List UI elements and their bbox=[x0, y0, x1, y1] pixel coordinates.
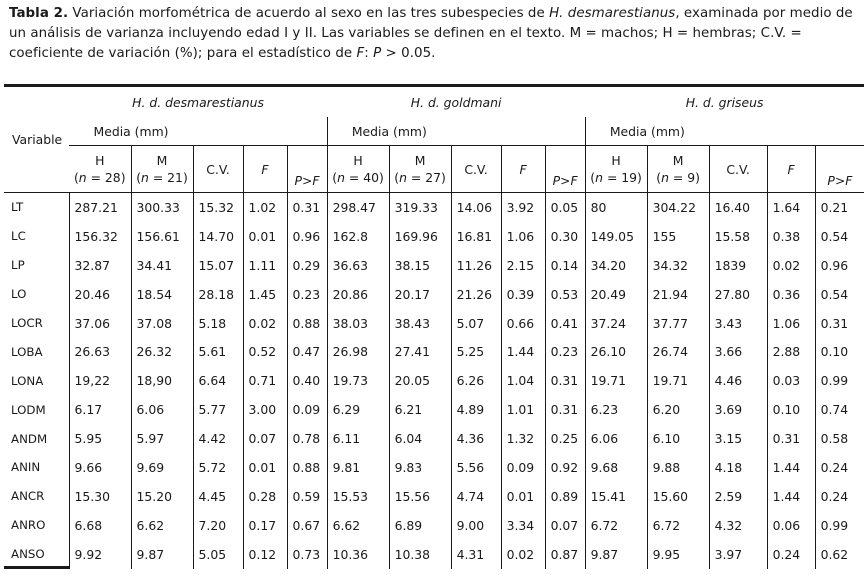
variable-cell: LODM bbox=[11, 402, 46, 417]
value-cell: 5.61 bbox=[193, 337, 243, 366]
value-cell: 0.09 bbox=[287, 395, 327, 424]
value-cell: 0.88 bbox=[287, 309, 327, 338]
value-cell: 304.22 bbox=[647, 193, 709, 222]
value-cell: 1839 bbox=[709, 251, 767, 280]
value-cell: 26.98 bbox=[327, 337, 389, 366]
value-cell: 21.94 bbox=[647, 280, 709, 309]
table-body bbox=[4, 193, 864, 569]
f-column-header: F bbox=[501, 146, 545, 193]
value-cell: 14.70 bbox=[193, 222, 243, 251]
value-cell: 0.47 bbox=[287, 337, 327, 366]
value-cell: 0.99 bbox=[815, 366, 864, 395]
value-cell: 1.04 bbox=[501, 366, 545, 395]
value-cell: 1.32 bbox=[501, 424, 545, 453]
value-cell: 0.14 bbox=[545, 251, 585, 280]
value-cell: 0.62 bbox=[815, 540, 864, 569]
table-row bbox=[4, 193, 864, 222]
value-cell: 0.24 bbox=[815, 482, 864, 511]
value-cell: 9.87 bbox=[585, 540, 647, 569]
value-cell: 2.15 bbox=[501, 251, 545, 280]
value-cell: 4.36 bbox=[451, 424, 501, 453]
table-row bbox=[4, 482, 864, 511]
value-cell: 2.88 bbox=[767, 337, 815, 366]
variable-cell: LT bbox=[11, 200, 24, 215]
value-cell: 0.99 bbox=[815, 511, 864, 540]
value-cell: 1.01 bbox=[501, 395, 545, 424]
pf-column-header: P>F bbox=[287, 146, 327, 193]
value-cell: 15.53 bbox=[327, 482, 389, 511]
value-cell: 156.32 bbox=[69, 222, 131, 251]
value-cell: 1.44 bbox=[501, 337, 545, 366]
value-cell: 9.92 bbox=[69, 540, 131, 569]
value-cell: 15.20 bbox=[131, 482, 193, 511]
value-cell: 0.31 bbox=[545, 366, 585, 395]
subspecies-name: H. d. griseus bbox=[685, 94, 764, 110]
value-cell: 34.20 bbox=[585, 251, 647, 280]
value-cell: 1.06 bbox=[767, 309, 815, 338]
value-cell: 34.32 bbox=[647, 251, 709, 280]
value-cell: 298.47 bbox=[327, 193, 389, 222]
value-cell: 3.15 bbox=[709, 424, 767, 453]
variable-cell: ANSO bbox=[11, 547, 45, 562]
value-cell: 5.77 bbox=[193, 395, 243, 424]
caption-text-1: Variación morfométrica de acuerdo al sexo en las tres subespecies de bbox=[68, 6, 550, 21]
table-row bbox=[4, 395, 864, 424]
caption-f: F bbox=[356, 46, 365, 61]
value-cell: 0.06 bbox=[767, 511, 815, 540]
value-cell: 0.10 bbox=[767, 395, 815, 424]
value-cell: 1.44 bbox=[767, 453, 815, 482]
value-cell: 0.25 bbox=[545, 424, 585, 453]
value-cell: 6.06 bbox=[131, 395, 193, 424]
value-cell: 20.49 bbox=[585, 280, 647, 309]
value-cell: 15.30 bbox=[69, 482, 131, 511]
table-row bbox=[4, 453, 864, 482]
value-cell: 0.01 bbox=[243, 453, 287, 482]
value-cell: 0.07 bbox=[243, 424, 287, 453]
value-cell: 5.07 bbox=[451, 309, 501, 338]
value-cell: 0.40 bbox=[287, 366, 327, 395]
value-cell: 5.18 bbox=[193, 309, 243, 338]
value-cell: 0.23 bbox=[287, 280, 327, 309]
value-cell: 1.44 bbox=[767, 482, 815, 511]
value-cell: 6.89 bbox=[389, 511, 451, 540]
value-cell: 0.88 bbox=[287, 453, 327, 482]
caption-species: H. desmarestianus bbox=[549, 6, 676, 21]
value-cell: 9.87 bbox=[131, 540, 193, 569]
variable-cell: ANIN bbox=[11, 460, 41, 475]
value-cell: 0.74 bbox=[815, 395, 864, 424]
value-cell: 6.72 bbox=[647, 511, 709, 540]
m-column-header: M (n = 21) bbox=[131, 146, 193, 193]
value-cell: 1.06 bbox=[501, 222, 545, 251]
table-row bbox=[4, 309, 864, 338]
value-cell: 5.25 bbox=[451, 337, 501, 366]
value-cell: 6.04 bbox=[389, 424, 451, 453]
value-cell: 0.96 bbox=[287, 222, 327, 251]
table-caption bbox=[9, 4, 859, 64]
value-cell: 5.56 bbox=[451, 453, 501, 482]
value-cell: 4.89 bbox=[451, 395, 501, 424]
value-cell: 6.06 bbox=[585, 424, 647, 453]
value-cell: 6.72 bbox=[585, 511, 647, 540]
value-cell: 5.72 bbox=[193, 453, 243, 482]
variable-cell: LO bbox=[11, 287, 27, 302]
value-cell: 6.68 bbox=[69, 511, 131, 540]
table-row bbox=[4, 366, 864, 395]
value-cell: 9.00 bbox=[451, 511, 501, 540]
value-cell: 10.38 bbox=[389, 540, 451, 569]
value-cell: 1.45 bbox=[243, 280, 287, 309]
value-cell: 0.03 bbox=[767, 366, 815, 395]
value-cell: 0.67 bbox=[287, 511, 327, 540]
value-cell: 80 bbox=[585, 193, 647, 222]
value-cell: 26.63 bbox=[69, 337, 131, 366]
value-cell: 37.06 bbox=[69, 309, 131, 338]
value-cell: 0.31 bbox=[815, 309, 864, 338]
table-row bbox=[4, 424, 864, 453]
value-cell: 4.31 bbox=[451, 540, 501, 569]
value-cell: 20.17 bbox=[389, 280, 451, 309]
value-cell: 15.56 bbox=[389, 482, 451, 511]
value-cell: 0.31 bbox=[287, 193, 327, 222]
caption-text-3: : bbox=[364, 46, 374, 61]
value-cell: 6.10 bbox=[647, 424, 709, 453]
cv-column-header: C.V. bbox=[193, 146, 243, 193]
value-cell: 0.92 bbox=[545, 453, 585, 482]
table-header bbox=[4, 87, 864, 193]
value-cell: 0.07 bbox=[545, 511, 585, 540]
media-header: Media (mm) bbox=[585, 117, 709, 146]
value-cell: 2.59 bbox=[709, 482, 767, 511]
variable-cell: LC bbox=[11, 229, 26, 244]
value-cell: 0.30 bbox=[545, 222, 585, 251]
value-cell: 28.18 bbox=[193, 280, 243, 309]
value-cell: 3.00 bbox=[243, 395, 287, 424]
value-cell: 16.40 bbox=[709, 193, 767, 222]
value-cell: 18.54 bbox=[131, 280, 193, 309]
value-cell: 6.11 bbox=[327, 424, 389, 453]
subspecies-name: H. d. desmarestianus bbox=[132, 94, 264, 110]
value-cell: 27.80 bbox=[709, 280, 767, 309]
variable-cell: ANRO bbox=[11, 518, 46, 533]
value-cell: 300.33 bbox=[131, 193, 193, 222]
value-cell: 37.08 bbox=[131, 309, 193, 338]
value-cell: 4.18 bbox=[709, 453, 767, 482]
table-row bbox=[4, 540, 864, 569]
variable-cell: LOCR bbox=[11, 316, 43, 330]
variable-header: Variable bbox=[4, 87, 69, 193]
value-cell: 287.21 bbox=[69, 193, 131, 222]
value-cell: 20.46 bbox=[69, 280, 131, 309]
m-column-header: M (n = 9) bbox=[647, 146, 709, 193]
value-cell: 1.11 bbox=[243, 251, 287, 280]
caption-text-4: > 0.05. bbox=[381, 46, 436, 61]
cv-column-header: C.V. bbox=[451, 146, 501, 193]
media-header: Media (mm) bbox=[327, 117, 451, 146]
value-cell: 0.05 bbox=[545, 193, 585, 222]
value-cell: 3.69 bbox=[709, 395, 767, 424]
value-cell: 9.68 bbox=[585, 453, 647, 482]
value-cell: 4.32 bbox=[709, 511, 767, 540]
h-column-header: H (n = 40) bbox=[327, 146, 389, 193]
value-cell: 0.39 bbox=[501, 280, 545, 309]
value-cell: 9.81 bbox=[327, 453, 389, 482]
value-cell: 6.29 bbox=[327, 395, 389, 424]
value-cell: 0.28 bbox=[243, 482, 287, 511]
value-cell: 1.02 bbox=[243, 193, 287, 222]
value-cell: 0.59 bbox=[287, 482, 327, 511]
h-column-header: H (n = 28) bbox=[69, 146, 131, 193]
value-cell: 38.15 bbox=[389, 251, 451, 280]
value-cell: 4.42 bbox=[193, 424, 243, 453]
value-cell: 156.61 bbox=[131, 222, 193, 251]
value-cell: 0.36 bbox=[767, 280, 815, 309]
value-cell: 0.29 bbox=[287, 251, 327, 280]
value-cell: 4.74 bbox=[451, 482, 501, 511]
value-cell: 0.66 bbox=[501, 309, 545, 338]
value-cell: 0.52 bbox=[243, 337, 287, 366]
value-cell: 15.60 bbox=[647, 482, 709, 511]
cv-column-header: C.V. bbox=[709, 146, 767, 193]
pf-column-header: P>F bbox=[545, 146, 585, 193]
value-cell: 0.01 bbox=[243, 222, 287, 251]
value-cell: 319.33 bbox=[389, 193, 451, 222]
caption-text-2: , examinada por medio de un análisis de varianza incluyendo edad I y II. Las variables se definen en el texto. M = machos; H = hembras; C.V. = coeficiente de variación (%); para el estadístico de bbox=[9, 6, 853, 61]
value-cell: 0.89 bbox=[545, 482, 585, 511]
table-row bbox=[4, 337, 864, 366]
value-cell: 3.43 bbox=[709, 309, 767, 338]
value-cell: 21.26 bbox=[451, 280, 501, 309]
value-cell: 162.8 bbox=[327, 222, 389, 251]
value-cell: 0.53 bbox=[545, 280, 585, 309]
value-cell: 3.34 bbox=[501, 511, 545, 540]
value-cell: 36.63 bbox=[327, 251, 389, 280]
value-cell: 6.23 bbox=[585, 395, 647, 424]
value-cell: 0.12 bbox=[243, 540, 287, 569]
value-cell: 0.87 bbox=[545, 540, 585, 569]
value-cell: 0.31 bbox=[545, 395, 585, 424]
value-cell: 9.69 bbox=[131, 453, 193, 482]
table-bottom-rule bbox=[4, 566, 70, 569]
value-cell: 27.41 bbox=[389, 337, 451, 366]
value-cell: 149.05 bbox=[585, 222, 647, 251]
value-cell: 0.21 bbox=[815, 193, 864, 222]
value-cell: 3.92 bbox=[501, 193, 545, 222]
table-row bbox=[4, 251, 864, 280]
value-cell: 11.26 bbox=[451, 251, 501, 280]
value-cell: 15.07 bbox=[193, 251, 243, 280]
value-cell: 32.87 bbox=[69, 251, 131, 280]
value-cell: 3.97 bbox=[709, 540, 767, 569]
value-cell: 0.24 bbox=[767, 540, 815, 569]
value-cell: 18,90 bbox=[131, 366, 193, 395]
value-cell: 26.74 bbox=[647, 337, 709, 366]
value-cell: 0.58 bbox=[815, 424, 864, 453]
value-cell: 0.54 bbox=[815, 222, 864, 251]
value-cell: 34.41 bbox=[131, 251, 193, 280]
variable-cell: ANCR bbox=[11, 489, 45, 504]
caption-p: P bbox=[373, 46, 382, 61]
value-cell: 15.32 bbox=[193, 193, 243, 222]
value-cell: 6.20 bbox=[647, 395, 709, 424]
value-cell: 4.45 bbox=[193, 482, 243, 511]
value-cell: 6.17 bbox=[69, 395, 131, 424]
value-cell: 20.86 bbox=[327, 280, 389, 309]
value-cell: 10.36 bbox=[327, 540, 389, 569]
value-cell: 0.01 bbox=[501, 482, 545, 511]
table-row bbox=[4, 511, 864, 540]
value-cell: 0.24 bbox=[815, 453, 864, 482]
value-cell: 7.20 bbox=[193, 511, 243, 540]
value-cell: 0.02 bbox=[767, 251, 815, 280]
value-cell: 6.21 bbox=[389, 395, 451, 424]
value-cell: 4.46 bbox=[709, 366, 767, 395]
value-cell: 19,22 bbox=[69, 366, 131, 395]
value-cell: 9.95 bbox=[647, 540, 709, 569]
value-cell: 16.81 bbox=[451, 222, 501, 251]
caption-label: Tabla 2. bbox=[9, 6, 69, 21]
value-cell: 0.96 bbox=[815, 251, 864, 280]
value-cell: 26.10 bbox=[585, 337, 647, 366]
m-column-header: M (n = 27) bbox=[389, 146, 451, 193]
value-cell: 0.10 bbox=[815, 337, 864, 366]
value-cell: 0.02 bbox=[501, 540, 545, 569]
subspecies-name: H. d. goldmani bbox=[410, 94, 502, 110]
pf-column-header: P>F bbox=[815, 146, 864, 193]
value-cell: 1.64 bbox=[767, 193, 815, 222]
value-cell: 9.66 bbox=[69, 453, 131, 482]
value-cell: 155 bbox=[647, 222, 709, 251]
value-cell: 0.02 bbox=[243, 309, 287, 338]
table-row bbox=[4, 280, 864, 309]
variable-cell: LOBA bbox=[11, 344, 43, 359]
value-cell: 6.26 bbox=[451, 366, 501, 395]
value-cell: 38.03 bbox=[327, 309, 389, 338]
value-cell: 15.41 bbox=[585, 482, 647, 511]
variable-cell: LP bbox=[11, 258, 25, 273]
f-column-header: F bbox=[243, 146, 287, 193]
value-cell: 37.24 bbox=[585, 309, 647, 338]
variable-cell: ANDM bbox=[11, 431, 48, 446]
value-cell: 3.66 bbox=[709, 337, 767, 366]
h-column-header: H (n = 19) bbox=[585, 146, 647, 193]
value-cell: 6.62 bbox=[327, 511, 389, 540]
value-cell: 0.78 bbox=[287, 424, 327, 453]
value-cell: 20.05 bbox=[389, 366, 451, 395]
value-cell: 38.43 bbox=[389, 309, 451, 338]
value-cell: 9.88 bbox=[647, 453, 709, 482]
value-cell: 0.23 bbox=[545, 337, 585, 366]
value-cell: 6.62 bbox=[131, 511, 193, 540]
value-cell: 5.97 bbox=[131, 424, 193, 453]
value-cell: 5.05 bbox=[193, 540, 243, 569]
value-cell: 0.71 bbox=[243, 366, 287, 395]
table-row bbox=[4, 222, 864, 251]
variable-cell: LONA bbox=[11, 373, 44, 388]
value-cell: 37.77 bbox=[647, 309, 709, 338]
value-cell: 26.32 bbox=[131, 337, 193, 366]
value-cell: 0.09 bbox=[501, 453, 545, 482]
value-cell: 19.73 bbox=[327, 366, 389, 395]
value-cell: 14.06 bbox=[451, 193, 501, 222]
value-cell: 0.54 bbox=[815, 280, 864, 309]
data-table bbox=[4, 87, 864, 569]
value-cell: 19.71 bbox=[647, 366, 709, 395]
value-cell: 169.96 bbox=[389, 222, 451, 251]
value-cell: 15.58 bbox=[709, 222, 767, 251]
value-cell: 0.17 bbox=[243, 511, 287, 540]
value-cell: 9.83 bbox=[389, 453, 451, 482]
media-header: Media (mm) bbox=[69, 117, 193, 146]
value-cell: 5.95 bbox=[69, 424, 131, 453]
value-cell: 0.31 bbox=[767, 424, 815, 453]
value-cell: 19.71 bbox=[585, 366, 647, 395]
f-column-header: F bbox=[767, 146, 815, 193]
value-cell: 6.64 bbox=[193, 366, 243, 395]
value-cell: 0.38 bbox=[767, 222, 815, 251]
value-cell: 0.73 bbox=[287, 540, 327, 569]
value-cell: 0.41 bbox=[545, 309, 585, 338]
